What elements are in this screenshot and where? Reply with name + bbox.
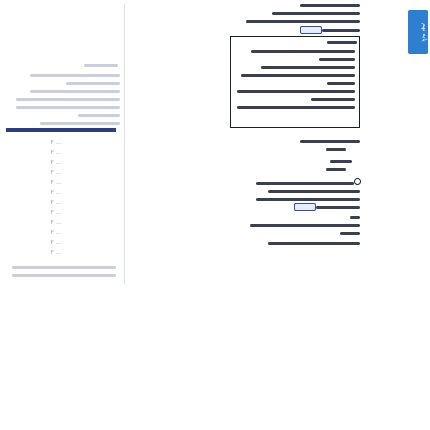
text-line <box>326 168 346 171</box>
list-item: ... ۲ <box>50 148 62 156</box>
text-line <box>16 106 120 109</box>
box-item <box>319 58 355 61</box>
list-item: ... ۲ <box>50 218 62 226</box>
text-line <box>16 98 120 101</box>
text-line <box>300 140 360 143</box>
text-line <box>40 122 120 125</box>
image-placeholder <box>6 128 116 132</box>
box-header <box>327 41 357 44</box>
text-line <box>330 160 352 163</box>
list-item: ... ۲ <box>50 158 62 166</box>
text-line <box>340 232 360 235</box>
text-line <box>250 224 360 227</box>
list-item: ... ۲ <box>50 198 62 206</box>
chapter-badge <box>300 26 322 34</box>
text-line <box>256 198 360 201</box>
text-line <box>12 274 116 277</box>
bullet-icon <box>354 178 361 185</box>
box-item <box>241 74 355 77</box>
text-line <box>322 29 360 32</box>
text-line <box>78 114 120 117</box>
box-item <box>237 106 355 109</box>
text-line <box>66 82 120 85</box>
text-line <box>12 266 116 269</box>
text-line <box>272 12 360 15</box>
box-item <box>327 82 355 85</box>
list-item: ... ۲ <box>50 138 62 146</box>
text-line <box>30 90 120 93</box>
text-line <box>246 20 360 23</box>
box-item <box>237 90 355 93</box>
text-line <box>316 206 360 209</box>
text-line <box>326 148 346 151</box>
grade-side-tab: پایه نهم <box>408 10 428 54</box>
list-item: ... ۲ <box>50 188 62 196</box>
text-line <box>84 64 118 67</box>
text-line <box>256 182 354 185</box>
text-line <box>268 242 360 245</box>
column-divider <box>124 4 125 284</box>
text-line <box>300 4 360 7</box>
text-line <box>350 216 360 219</box>
box-item <box>311 98 355 101</box>
list-item: ... ۲ <box>50 228 62 236</box>
list-item: ... ۲ <box>50 168 62 176</box>
box-item <box>261 66 355 69</box>
list-item: ... ۲ <box>50 208 62 216</box>
question-box <box>230 36 360 128</box>
list-item: ... ۲ <box>50 248 62 256</box>
text-line <box>268 190 360 193</box>
box-item <box>251 50 355 53</box>
chapter-badge <box>294 203 316 211</box>
text-line <box>30 74 120 77</box>
list-item: ... ۲ <box>50 178 62 186</box>
list-item: ... ۲ <box>50 238 62 246</box>
